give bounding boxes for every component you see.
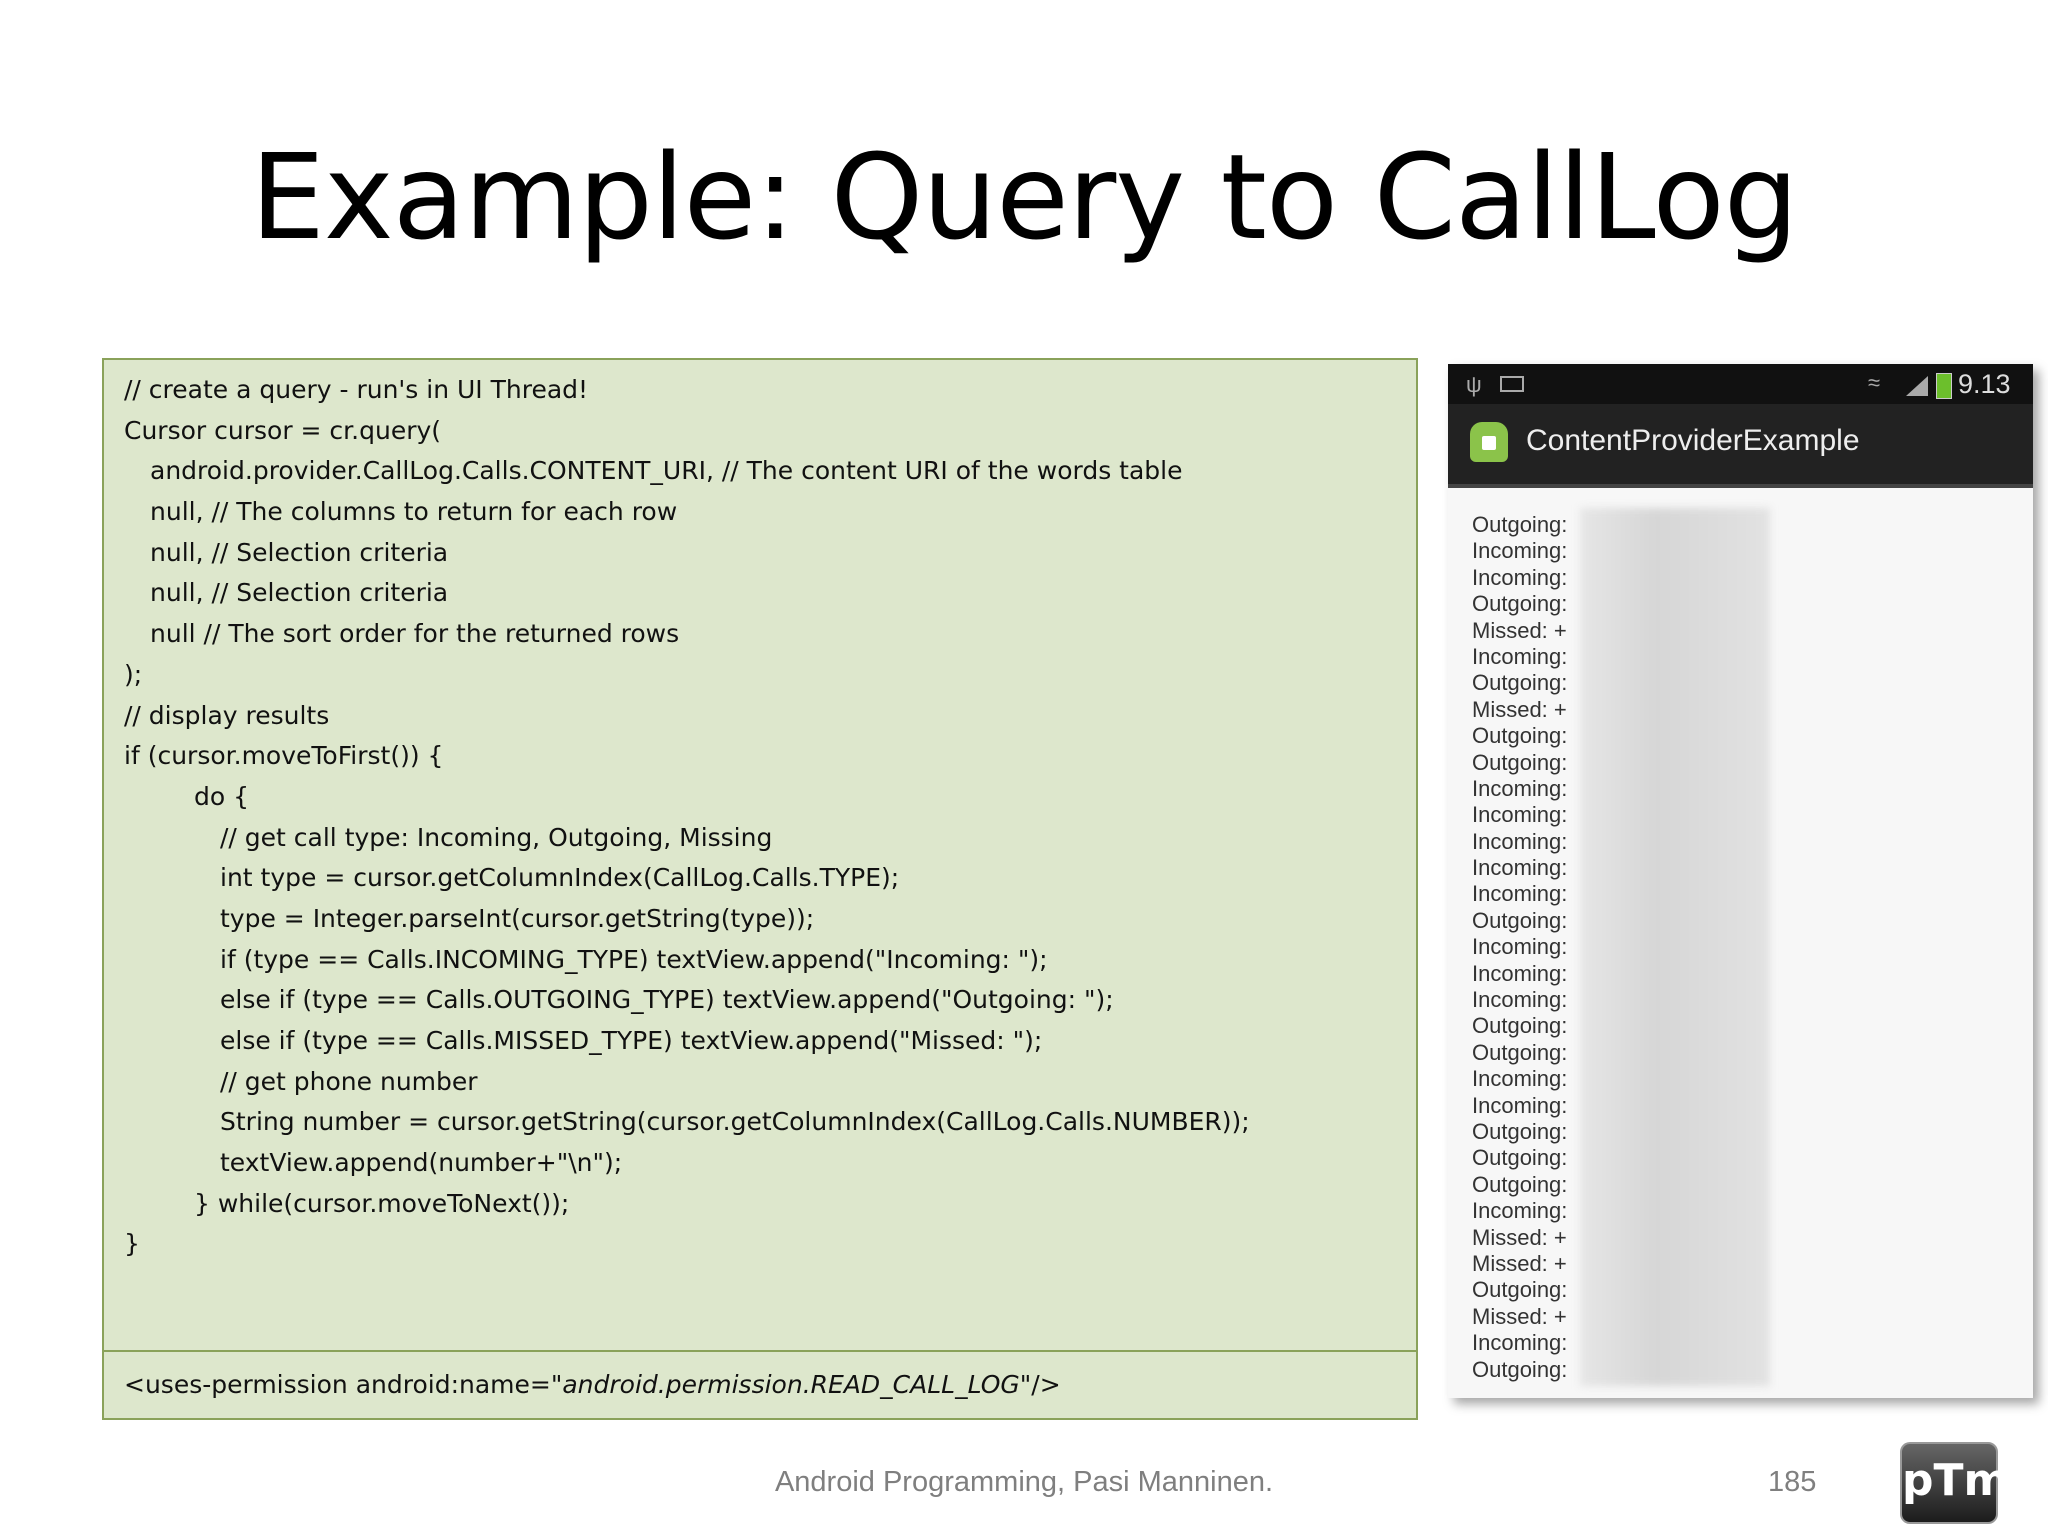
- call-entry: Incoming:: [1472, 802, 1568, 828]
- permission-prefix: <uses-permission android:name=: [124, 1370, 551, 1399]
- call-entry: Incoming:: [1472, 564, 1568, 590]
- code-line: if (type == Calls.INCOMING_TYPE) textView.append("Incoming: ");: [220, 944, 1048, 974]
- code-line: );: [124, 659, 143, 689]
- code-line: // display results: [124, 700, 330, 730]
- code-line: textView.append(number+"\n");: [220, 1148, 623, 1178]
- call-entry: Outgoing:: [1472, 1118, 1568, 1144]
- code-line: type = Integer.parseInt(cursor.getString(type));: [220, 903, 815, 933]
- code-line: if (cursor.moveToFirst()) {: [124, 741, 444, 771]
- code-line: String number = cursor.getString(cursor.getColumnIndex(CallLog.Calls.NUMBER));: [220, 1107, 1250, 1137]
- call-entry: Outgoing:: [1472, 1356, 1568, 1382]
- call-entry: Missed: +: [1472, 1250, 1567, 1276]
- call-entry: Outgoing:: [1472, 1039, 1568, 1065]
- code-line: int type = cursor.getColumnIndex(CallLog.Calls.TYPE);: [220, 863, 900, 893]
- call-entry: Incoming:: [1472, 1092, 1568, 1118]
- code-lines: [124, 370, 1406, 1265]
- battery-icon: [1936, 373, 1952, 399]
- call-entry: Incoming:: [1472, 538, 1568, 564]
- code-line: Cursor cursor = cr.query(: [124, 415, 442, 445]
- call-entry: Outgoing:: [1472, 723, 1568, 749]
- code-line: null // The sort order for the returned rows: [150, 619, 680, 649]
- ptm-logo: pTm: [1900, 1442, 1998, 1524]
- call-entry: Outgoing:: [1472, 670, 1568, 696]
- code-line: // get call type: Incoming, Outgoing, Missing: [220, 822, 773, 852]
- code-line: }: [124, 1229, 140, 1259]
- code-box: [102, 358, 1418, 1420]
- call-entry: Outgoing:: [1472, 1171, 1568, 1197]
- footer-text: Android Programming, Pasi Manninen.: [774, 1466, 1274, 1498]
- wifi-icon: ≈: [1868, 370, 1881, 395]
- code-line: } while(cursor.moveToNext());: [194, 1188, 570, 1218]
- code-line: null, // The columns to return for each row: [150, 497, 678, 527]
- status-bar: [1448, 364, 2033, 404]
- code-line: // get phone number: [220, 1066, 478, 1096]
- call-entry: Missed: +: [1472, 1303, 1567, 1329]
- call-entry: Outgoing:: [1472, 1013, 1568, 1039]
- call-entry: Incoming:: [1472, 855, 1568, 881]
- code-line: null, // Selection criteria: [150, 578, 449, 608]
- mail-icon: [1500, 376, 1524, 392]
- code-line: android.provider.CallLog.Calls.CONTENT_URI, // The content URI of the words table: [150, 456, 1183, 486]
- page-number: 185: [1768, 1466, 1817, 1498]
- call-entry: Missed: +: [1472, 617, 1567, 643]
- call-entry: Incoming:: [1472, 643, 1568, 669]
- call-entry: Incoming:: [1472, 987, 1568, 1013]
- permission-suffix: />: [1031, 1370, 1061, 1399]
- action-bar: [1448, 404, 2033, 488]
- code-line: else if (type == Calls.OUTGOING_TYPE) textView.append("Outgoing: ");: [220, 985, 1114, 1015]
- slide-title: Example: Query to CallLog: [250, 128, 1798, 266]
- call-entry: Outgoing:: [1472, 1145, 1568, 1171]
- call-entry: Incoming:: [1472, 960, 1568, 986]
- call-entry: Outgoing:: [1472, 749, 1568, 775]
- app-title: ContentProviderExample: [1526, 424, 1860, 457]
- call-entry: Incoming:: [1472, 1198, 1568, 1224]
- code-line: else if (type == Calls.MISSED_TYPE) textView.append("Missed: ");: [220, 1026, 1043, 1055]
- call-entry: Outgoing:: [1472, 512, 1568, 537]
- phone-screenshot: [1448, 364, 2033, 1398]
- status-time: 9.13: [1958, 369, 2011, 399]
- usb-icon: ψ: [1466, 372, 1482, 397]
- call-entry: Missed: +: [1472, 696, 1567, 722]
- permission-line: [104, 1350, 1416, 1418]
- permission-value: "android.permission.READ_CALL_LOG": [550, 1370, 1032, 1399]
- blurred-numbers: [1580, 508, 1770, 1386]
- call-entry: Incoming:: [1472, 1066, 1568, 1092]
- call-entry: Outgoing:: [1472, 1277, 1568, 1303]
- code-line: do {: [194, 781, 250, 811]
- call-entry: Missed: +: [1472, 1224, 1567, 1250]
- call-entry: Outgoing:: [1472, 907, 1568, 933]
- call-entry: Incoming:: [1472, 881, 1568, 907]
- call-entry: Incoming:: [1472, 934, 1568, 960]
- code-line: // create a query - run's in UI Thread!: [124, 375, 589, 404]
- signal-icon: [1906, 376, 1928, 396]
- call-entry: Incoming:: [1472, 828, 1568, 854]
- code-line: null, // Selection criteria: [150, 537, 449, 567]
- call-entry: Incoming:: [1472, 775, 1568, 801]
- call-entry: Outgoing:: [1472, 591, 1568, 617]
- android-app-icon: [1470, 422, 1508, 462]
- call-entry: Incoming:: [1472, 1330, 1568, 1356]
- call-list: [1472, 512, 1567, 1383]
